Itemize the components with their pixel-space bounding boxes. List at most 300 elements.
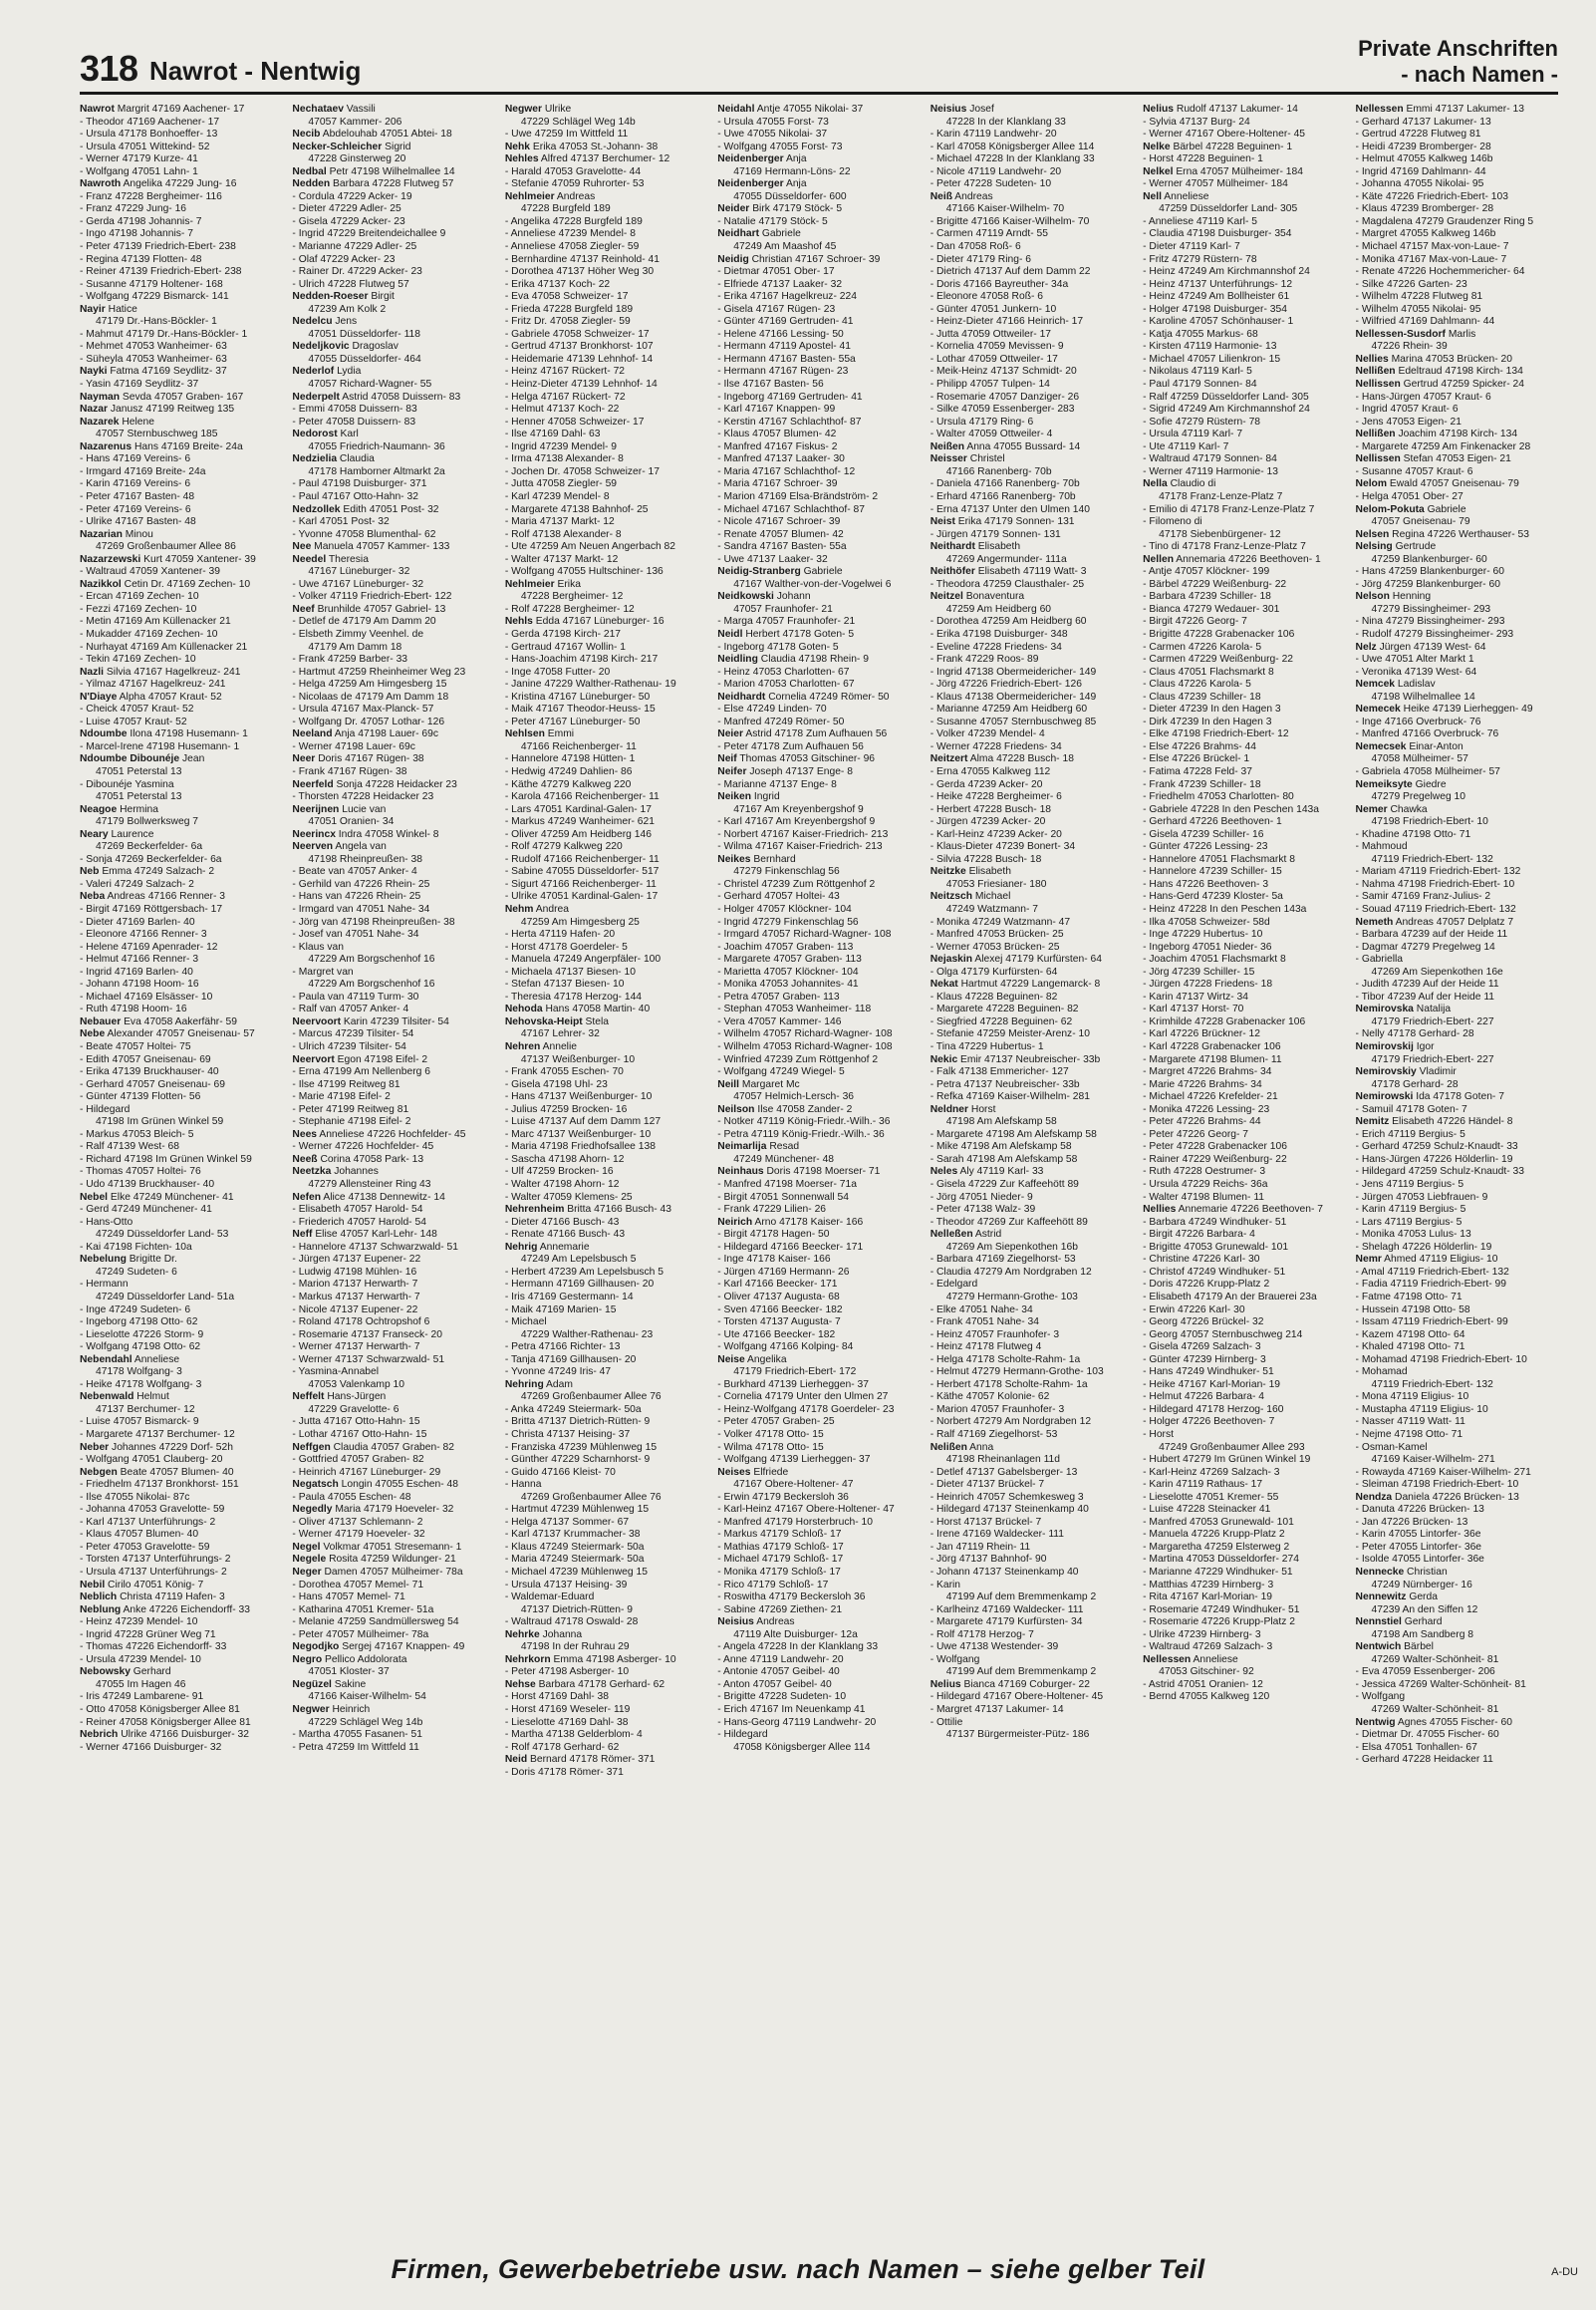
listing-entry: - Renate 47226 Hochemmericher- 64 [1355,266,1525,278]
listing-entry: Neisius Josef [930,104,994,115]
listing-entry: - Hans-Joachim 47198 Kirch- 217 [504,654,659,666]
listing-entry: - Edelgard [930,1279,978,1291]
surname: Nentwich [1355,1641,1402,1653]
listing-column-3 [505,104,707,2226]
listing-entry: - Samir 47169 Franz-Julius- 2 [1355,891,1491,903]
listing-entry: - Klaus 47138 Obermeidericher- 149 [930,691,1097,703]
listing-entry: - Susanne 47179 Holtener- 168 [80,278,223,290]
listing-entry: - Wolfgang [1355,1691,1406,1703]
listing-entry: - Jens 47119 Bergius- 5 [1355,1179,1464,1191]
listing-entry: 47179 Am Damm 18 [308,641,402,653]
listing-entry: - Fatme 47198 Otto- 71 [1355,1291,1463,1302]
listing-entry: - Dorothea 47057 Memel- 71 [292,1579,424,1590]
listing-entry: - Irmgard 47057 Richard-Wagner- 108 [717,929,892,941]
listing-entry: - Helene 47166 Lessing- 50 [717,328,844,340]
listing-entry: - Wolfgang 47051 Clauberg- 20 [80,1454,223,1466]
listing-entry: 47198 In der Ruhrau 29 [520,1641,630,1653]
listing-entry: - Jürgen 47228 Friedens- 18 [1143,979,1273,991]
listing-entry: - Martina 47053 Düsseldorfer- 274 [1143,1554,1299,1566]
listing-entry: - Gottfried 47057 Graben- 82 [292,1454,424,1466]
listing-entry: - Hannelore 47137 Schwarzwald- 51 [292,1241,458,1253]
listing-entry: - Elfriede 47137 Laaker- 32 [717,278,843,290]
listing-entry: - Rolf 47138 Alexander- 8 [504,528,622,540]
listing-entry: - Karl 47051 Post- 32 [292,516,390,528]
surname: Nebelung [80,1254,127,1266]
listing-entry: - Erwin 47179 Beckersloh 36 [717,1491,849,1503]
surname: Neirich [717,1216,753,1228]
listing-entry: 47229 Schlägel Weg 14b [308,1716,423,1728]
listing-entry: Nedbal Petr 47198 Wilhelmallee 14 [292,165,455,177]
listing-entry: - Kai 47198 Fichten- 10a [80,1241,192,1253]
listing-entry: - Hermann 47167 Rügen- 23 [717,366,849,378]
listing-entry: - Walter 47198 Ahorn- 12 [504,1179,620,1191]
listing-entry: Neitzert Alma 47228 Busch- 18 [930,753,1074,765]
surname: Nemcek [1355,679,1396,691]
listing-entry: N'Diaye Alpha 47057 Kraut- 52 [80,691,222,703]
listing-entry: Nemr Ahmed 47119 Eligius- 10 [1355,1254,1498,1266]
listing-entry: Nehrig Annemarie [504,1241,590,1253]
listing-entry: Nazarek Helene [80,416,154,428]
listing-entry: Nennstiel Gerhard [1355,1616,1443,1628]
listing-entry: - Jürgen 47239 Acker- 20 [930,816,1046,828]
listing-entry: - Birgit 47178 Hagen- 50 [717,1229,830,1241]
listing-entry: Neiß Andreas [930,190,993,202]
listing-entry: - Gerhard 47259 Schulz-Knaudt- 33 [1355,1141,1518,1153]
listing-entry: - Käte 47226 Friedrich-Ebert- 103 [1355,190,1508,202]
surname: Nennewitz [1355,1591,1407,1603]
listing-entry: - Ralf 47169 Ziegelhorst- 53 [930,1428,1058,1440]
listing-entry: - Danuta 47226 Brücken- 13 [1355,1504,1484,1516]
listing-entry: Nebowsky Gerhard [80,1666,171,1678]
listing-entry: - Lothar 47167 Otto-Hahn- 15 [292,1428,427,1440]
listing-entry: Nayman Sevda 47057 Graben- 167 [80,391,244,403]
listing-entry: - Petra 47166 Richter- 13 [504,1341,621,1353]
listing-entry: - Gisela 47239 Schiller- 16 [1143,828,1264,840]
listing-entry: - Nicolaas de 47179 Am Damm 18 [292,691,449,703]
listing-entry: Nayir Hatice [80,303,137,315]
listing-entry: - Dieter 47137 Brückel- 7 [930,1479,1045,1491]
listing-entry: - Volker 47119 Friedrich-Ebert- 122 [292,591,452,603]
listing-entry: 47167 Obere-Holtener- 47 [733,1479,854,1491]
listing-entry: - Karl-Heinz 47167 Obere-Holtener- 47 [717,1504,895,1516]
listing-entry: - Heinz-Dieter 47139 Lehnhof- 14 [504,379,658,391]
listing-entry: - Gisela 47269 Salzach- 3 [1143,1341,1261,1353]
listing-entry: Nazar Janusz 47199 Reitweg 135 [80,404,235,416]
listing-entry: Neervort Egon 47198 Eifel- 2 [292,1053,428,1065]
listing-entry: 47169 Kaiser-Wilhelm- 271 [1371,1454,1495,1466]
listing-entry: 47259 Blankenburger- 60 [1371,553,1487,565]
listing-entry: - Sigurt 47166 Reichenberger- 11 [504,878,657,890]
surname: Negro [292,1653,323,1665]
listing-entry: - Dietrich 47137 Auf dem Damm 22 [930,266,1091,278]
surname: Neeland [292,728,333,740]
listing-entry: Nennecke Christian [1355,1566,1448,1578]
listing-entry: Neffgen Claudia 47057 Graben- 82 [292,1441,454,1453]
listing-entry: - Rudolf 47279 Bissingheimer- 293 [1355,628,1514,640]
listing-entry: - Uwe 47137 Laaker- 32 [717,553,828,565]
listing-entry: - Notker 47119 König-Friedr.-Wilh.- 36 [717,1116,891,1128]
listing-entry: - Anton 47057 Geibel- 40 [717,1678,832,1690]
listing-entry: - Ursula 47229 Reichs- 36a [1143,1179,1268,1191]
listing-entry: - Janine 47229 Walther-Rathenau- 19 [504,679,676,691]
listing-entry: - Detlef 47137 Gabelsberger- 13 [930,1466,1078,1478]
listing-entry: Nemer Chawka [1355,803,1428,815]
listing-entry: - Nejme 47198 Otto- 71 [1355,1428,1463,1440]
listing-entry: Neidig Christian 47167 Schroer- 39 [717,253,881,265]
surname: Neary [80,828,109,840]
listing-entry: - Gerhard 47228 Heidacker 11 [1355,1754,1493,1766]
listing-entry: Nelom Ewald 47057 Gneisenau- 79 [1355,478,1519,490]
listing-column-4 [717,104,920,2226]
listing-entry: - Dibounéje Yasmina [80,778,174,790]
listing-entry: - Marion 47169 Elsa-Brändström- 2 [717,490,879,502]
listing-entry: - Hildegard 47166 Beecker- 171 [717,1241,864,1253]
listing-entry: - Peter 47055 Lintorfer- 36e [1355,1541,1482,1553]
listing-entry: - Inge 47058 Futter- 20 [504,666,611,678]
surname: Neber [80,1441,110,1453]
listing-entry: - Ingeborg 47198 Otto- 62 [80,1316,198,1328]
listing-entry: - Lieselotte 47051 Kremer- 55 [1143,1491,1279,1503]
listing-entry: - Josef van 47051 Nahe- 34 [292,929,419,941]
listing-entry: Nemcek Ladislav [1355,679,1436,691]
listing-entry: - Christof 47249 Windhuker- 51 [1143,1266,1286,1278]
listing-entry: Necker-Schleicher Sigrid [292,141,411,152]
listing-entry: - Hildegard 47178 Herzog- 160 [1143,1403,1284,1415]
listing-entry: - Holger 47057 Klöckner- 104 [717,904,852,915]
listing-entry: - Issam 47119 Friedrich-Ebert- 99 [1355,1316,1508,1328]
listing-entry: Neilson Ilse 47058 Zander- 2 [717,1103,853,1115]
listing-entry: - Maik 47167 Theodor-Heuss- 15 [504,704,656,716]
listing-entry: Neiken Ingrid [717,791,780,803]
listing-entry: - Paula van 47119 Turm- 30 [292,991,419,1003]
listing-entry: 47198 Am Sandberg 8 [1371,1628,1474,1640]
surname: Negel [292,1541,321,1553]
listing-entry: - Ursula 47137 Heising- 39 [504,1579,628,1590]
listing-entry: - Bianca 47279 Wedauer- 301 [1143,603,1280,615]
listing-entry: Nebrich Ulrike 47166 Duisburger- 32 [80,1729,249,1741]
listing-entry: - Peter 47053 Gravelotte- 59 [80,1541,210,1553]
listing-entry: Negro Pellico Addolorata [292,1653,407,1665]
listing-entry: Nemirovskij Igor [1355,1041,1435,1053]
listing-entry: Nazarzewski Kurt 47059 Xantener- 39 [80,553,256,565]
listing-entry: - Karin [930,1579,961,1590]
surname: Neblich [80,1591,118,1603]
surname: Nellissen [1355,453,1401,465]
listing-entry: Neidahl Antje 47055 Nikolai- 37 [717,104,864,115]
surname: Nederpelt [292,391,340,403]
listing-entry: - Heinz 47249 Am Kirchmannshof 24 [1143,266,1310,278]
listing-entry: - Ingrid 47138 Obermeidericher- 149 [930,666,1097,678]
listing-column-5 [931,104,1133,2226]
listing-entry: - Karola 47166 Reichenberger- 11 [504,791,660,803]
listing-entry: - Roswitha 47179 Beckersloh 36 [717,1591,866,1603]
surname: Nedeljkovic [292,341,350,353]
listing-entry: - Amal 47119 Friedrich-Ebert- 132 [1355,1266,1509,1278]
surname: Ndoumbe [80,728,128,740]
listing-entry: Neffelt Hans-Jürgen [292,1391,387,1403]
listing-entry: 47057 Fraunhofer- 21 [733,603,833,615]
listing-entry: - Iris 47249 Lambarene- 91 [80,1691,204,1703]
listing-entry: - Britta 47137 Dietrich-Rütten- 9 [504,1416,651,1428]
listing-entry: - Osman-Kamel [1355,1441,1428,1453]
listing-entry: - Angela 47228 In der Klanklang 33 [717,1641,879,1653]
listing-entry: - Reiner 47139 Friedrich-Ebert- 238 [80,266,242,278]
listing-entry: - Werner 47167 Obere-Holtener- 45 [1143,129,1306,141]
listing-entry: 47053 Gitschiner- 92 [1159,1666,1254,1678]
footer-note: Firmen, Gewerbebetriebe usw. nach Namen – siehe gelber Teil [391,2254,1205,2284]
surname: Nazarenus [80,440,133,452]
listing-entry: - Horst 47169 Dahl- 38 [504,1691,610,1703]
listing-entry: Nehlmeier Andreas [504,190,596,202]
listing-entry: 47249 Sudeten- 6 [96,1266,177,1278]
listing-entry: - Hans 47226 Beethoven- 3 [1143,878,1269,890]
listing-entry: - Doris 47178 Römer- 371 [504,1766,624,1778]
listing-entry: - Klaus 47239 Bromberger- 28 [1355,203,1494,215]
listing-entry: - Cordula 47229 Acker- 19 [292,190,412,202]
listing-entry: - Burkhard 47139 Lierheggen- 37 [717,1378,869,1390]
listing-entry: - Volker 47178 Otto- 15 [717,1428,824,1440]
surname: Neerven [292,841,334,853]
listing-entry: - Sabine 47269 Ziethen- 21 [717,1603,843,1615]
listing-entry: - Christel 47239 Zum Röttgenhof 2 [717,878,876,890]
surname: Neidling [717,654,758,666]
listing-entry: - Jan 47119 Rhein- 11 [930,1541,1031,1553]
listing-entry: Nemecek Heike 47139 Lierheggen- 49 [1355,704,1533,716]
region-code: A-DU [1551,2266,1578,2278]
listing-entry: Nebil Cirilo 47051 König- 7 [80,1579,204,1590]
listing-entry: - Marianne 47259 Am Heidberg 60 [930,704,1088,716]
listing-entry: - Ingrid 47279 Finkenschlag 56 [717,916,859,928]
listing-entry: Nazli Silvia 47167 Hagelkreuz- 241 [80,666,241,678]
listing-entry: 47119 Friedrich-Ebert- 132 [1371,853,1493,865]
surname: Nehlmeier [504,190,555,202]
listing-entry: - Werner 47119 Harmonie- 13 [1143,465,1278,477]
listing-entry: - Barbara 47239 Schiller- 18 [1143,591,1271,603]
listing-entry: Nehm Andrea [504,904,569,915]
listing-entry: - Renate 47057 Blumen- 42 [717,528,844,540]
listing-entry: - Karin 47119 Rathaus- 17 [1143,1479,1263,1491]
surname: Nechataev [292,104,344,115]
surname: Neilson [717,1103,755,1115]
listing-entry: - Süheyla 47053 Wanheimer- 63 [80,353,227,365]
listing-entry: 47051 Düsseldorfer- 118 [308,328,420,340]
listing-entry: Neithardt Elisabeth [930,541,1021,553]
surname: Neagoe [80,803,118,815]
listing-entry: Nee Manuela 47057 Kammer- 133 [292,541,450,553]
listing-entry: - Erika 47137 Koch- 22 [504,278,611,290]
surname: Nawroth [80,178,122,190]
listing-entry: - Christa 47137 Heising- 37 [504,1428,631,1440]
listing-entry: - Werner 47179 Hoeveler- 32 [292,1529,425,1541]
listing-entry: - Gabriella [1355,954,1404,966]
listing-entry: - Ilse 47055 Nikolai- 87c [80,1491,190,1503]
listing-entry: - Fritz Dr. 47058 Ziegler- 59 [504,316,631,328]
listing-entry: Nawrot Margrit 47169 Aachener- 17 [80,104,245,115]
surname: Nelom [1355,478,1388,490]
surname: Neisius [717,1616,754,1628]
surname: Neikes [717,853,751,865]
listing-entry: - Helga 47259 Am Himgesberg 15 [292,679,447,691]
listing-entry: Nazarenus Hans 47169 Breite- 24a [80,440,243,452]
listing-entry: - Dorothea 47137 Höher Weg 30 [504,266,655,278]
listing-entry: - Krimhilde 47228 Grabenacker 106 [1143,1015,1306,1027]
surname: Neer [292,753,316,765]
listing-entry: - Harald 47053 Gravelotte- 44 [504,165,642,177]
listing-entry: - Petra 47259 Im Wittfeld 11 [292,1741,419,1753]
listing-entry: Nemirovskiy Vladimir [1355,1066,1457,1078]
listing-entry: - Monika 47053 Johannites- 41 [717,979,859,991]
surname: Nazarek [80,416,120,428]
listing-entry: - Helmut 47279 Hermann-Grothe- 103 [930,1366,1104,1378]
listing-entry: - Heinz 47178 Flutweg 4 [930,1341,1042,1353]
listing-entry: - Tino di 47178 Franz-Lenze-Platz 7 [1143,541,1306,553]
listing-entry: Neider Birk 47179 Stöck- 5 [717,203,843,215]
surname: Nelleßen [930,1229,973,1241]
listing-entry: - Brigitte 47228 Grabenacker 106 [1143,628,1295,640]
listing-entry: Necib Abdelouhab 47051 Abtei- 18 [292,129,452,141]
surname: Nendza [1355,1491,1393,1503]
listing-entry: - Peter 47226 Brahms- 44 [1143,1116,1261,1128]
listing-entry: - Ursula 47137 Unterführungs- 2 [80,1566,227,1578]
listing-entry: - Marcus 47239 Tilsiter- 54 [292,1028,414,1040]
listing-entry: 47228 In der Klanklang 33 [945,116,1066,128]
surname: Necker-Schleicher [292,141,383,152]
listing-entry: - Heinz 47228 In den Peschen 143a [1143,904,1307,915]
listing-entry: - Frank 47239 Schiller- 18 [1143,778,1261,790]
listing-entry: - Claudia 47279 Am Nordgraben 12 [930,1266,1092,1278]
listing-entry: Neidl Herbert 47178 Goten- 5 [717,628,855,640]
surname: Negatsch [292,1479,339,1491]
listing-entry: - Ludwig 47198 Mühlen- 16 [292,1266,417,1278]
listing-entry: - Ralf van 47057 Anker- 4 [292,1004,409,1015]
listing-entry: 47269 Großenbaumer Allee 76 [520,1491,662,1503]
page-header [80,34,1558,94]
listing-entry: - Gerda 47198 Kirch- 217 [504,628,622,640]
listing-entry: - Marianne 47229 Adler- 25 [292,241,417,253]
listing-entry: - Nahma 47198 Friedrich-Ebert- 10 [1355,878,1515,890]
listing-entry: - Elsa 47051 Tonhallen- 67 [1355,1741,1477,1753]
listing-entry: - Margarete 47138 Bahnhof- 25 [504,503,649,515]
listing-entry: - Hermann 47169 Gillhausen- 20 [504,1279,655,1291]
listing-entry: - Gerhard 47226 Beethoven- 1 [1143,816,1282,828]
listing-entry: - Dagmar 47279 Pregelweg 14 [1355,941,1495,953]
surname: Neidhardt [717,691,766,703]
listing-entry: - Paul 47167 Otto-Hahn- 32 [292,490,418,502]
listing-entry: - Ursula 47055 Forst- 73 [717,116,829,128]
listing-entry: - Jürgen 47137 Eupener- 22 [292,1254,421,1266]
listing-entry: - Ingrid 47228 Grüner Weg 71 [80,1628,216,1640]
listing-entry: - Renate 47166 Busch- 43 [504,1229,626,1241]
listing-entry: - Marianne 47137 Enge- 8 [717,778,837,790]
listing-entry: 47055 Düsseldorfer- 464 [308,353,421,365]
listing-entry: - Helga 47051 Ober- 27 [1355,490,1463,502]
listing-entry: 47198 Im Grünen Winkel 59 [96,1116,224,1128]
listing-entry: - Herbert 47178 Scholte-Rahm- 1a [930,1378,1088,1390]
listing-entry: - Marion 47053 Charlotten- 67 [717,679,855,691]
surname: Nebe [80,1028,106,1040]
listing-entry: Neb Emma 47249 Salzach- 2 [80,866,215,878]
listing-entry: 47178 Gerhard- 28 [1371,1078,1459,1090]
listing-entry: - Karlheinz 47169 Waldecker- 111 [930,1603,1084,1615]
surname: Nellissen [1355,379,1401,391]
surname: Nemirovska [1355,1004,1414,1015]
listing-entry: - Detlef de 47179 Am Damm 20 [292,616,436,628]
listing-entry: - Filomeno di [1143,516,1202,528]
listing-entry: Nemeiksyte Giedre [1355,778,1447,790]
listing-entry: - Jutta 47167 Otto-Hahn- 15 [292,1416,420,1428]
listing-entry: - Wolfgang [930,1653,980,1665]
listing-entry: - Ute 47166 Beecker- 182 [717,1328,836,1340]
listing-entry: - Paul 47198 Duisburger- 371 [292,478,427,490]
listing-entry: - Ilse 47169 Dahl- 63 [504,429,601,440]
listing-entry: 47249 Am Lepelsbusch 5 [520,1254,637,1266]
listing-entry: - Karl 47137 Horst- 70 [1143,1004,1244,1015]
listing-entry: - Rosemarie 47249 Windhuker- 51 [1143,1603,1300,1615]
listing-entry: 47279 Bissingheimer- 293 [1371,603,1491,615]
listing-entry: 47249 Watzmann- 7 [945,904,1039,915]
surname: Nayir [80,303,106,315]
listing-entry: - Frank 47055 Eschen- 70 [504,1066,624,1078]
listing-entry: - Wilma 47178 Otto- 15 [717,1441,824,1453]
listing-entry: - Hedwig 47249 Dahlien- 86 [504,765,633,777]
listing-entry: - Johann 47137 Steinenkamp 40 [930,1566,1079,1578]
listing-entry: - Karl 47167 Knappen- 99 [717,404,836,416]
listing-entry: - Samuil 47178 Goten- 7 [1355,1103,1467,1115]
listing-entry: - Peter 47057 Graben- 25 [717,1416,835,1428]
listing-entry: - Hermann 47119 Apostel- 41 [717,341,852,353]
listing-entry: 47228 Bergheimer- 12 [520,591,624,603]
listing-entry: - Frank 47051 Nahe- 34 [930,1316,1040,1328]
surname: Neef [292,603,315,615]
listing-entry: Nelius Rudolf 47137 Lakumer- 14 [1143,104,1298,115]
listing-entry: - Johanna 47053 Gravelotte- 59 [80,1504,225,1516]
surname: Nehlsen [504,728,545,740]
surname: Neithöfer [930,566,975,578]
surname: Nentwig [1355,1716,1396,1728]
listing-entry: Nella Claudio di [1143,478,1216,490]
listing-entry: 47137 Weißenburger- 10 [520,1053,636,1065]
listing-entry: - Mona 47119 Eligius- 10 [1355,1391,1469,1403]
listing-entry: - Fatima 47228 Feld- 37 [1143,765,1252,777]
listing-entry: - Sigrid 47249 Am Kirchmannshof 24 [1143,404,1310,416]
surname: Nazarzewski [80,553,141,565]
listing-entry: - Sonja 47269 Beckerfelder- 6a [80,853,222,865]
listing-entry: - Kirsten 47119 Harmonie- 13 [1143,341,1277,353]
listing-entry: - Erika 47139 Bruckhauser- 40 [80,1066,219,1078]
surname: Neid [504,1754,528,1766]
listing-entry: Neeland Anja 47198 Lauer- 69c [292,728,438,740]
surname: Nehrig [504,1241,538,1253]
listing-entry: Nedelcu Jens [292,316,358,328]
listing-entry: - Jörg 47051 Nieder- 9 [930,1191,1033,1203]
surname: Neidhart [717,228,760,240]
surname: Neifer [717,765,747,777]
listing-entry: - Guido 47166 Kleist- 70 [504,1466,616,1478]
listing-entry: Nelom-Pokuta Gabriele [1355,503,1466,515]
listing-entry: - Hildegard 47167 Obere-Holtener- 45 [930,1691,1104,1703]
listing-entry: - Jürgen 47169 Hermann- 26 [717,1266,850,1278]
listing-entry: - Rosemarie 47057 Danziger- 26 [930,391,1080,403]
listing-entry: 47178 Wolfgang- 3 [96,1366,182,1378]
listing-entry: - Anneliese 47239 Mendel- 8 [504,228,636,240]
listing-entry: - Natalie 47179 Stöck- 5 [717,215,828,227]
listing-entry: - Birgit 47169 Röttgersbach- 17 [80,904,223,915]
listing-entry: Neerfeld Sonja 47228 Heidacker 23 [292,778,457,790]
listing-entry: - Manuela 47249 Angerpfäler- 100 [504,954,662,966]
listing-entry: Neary Laurence [80,828,154,840]
listing-entry: - Heinz 47057 Fraunhofer- 3 [930,1328,1060,1340]
listing-entry: 47269 Angermunder- 111a [945,553,1067,565]
